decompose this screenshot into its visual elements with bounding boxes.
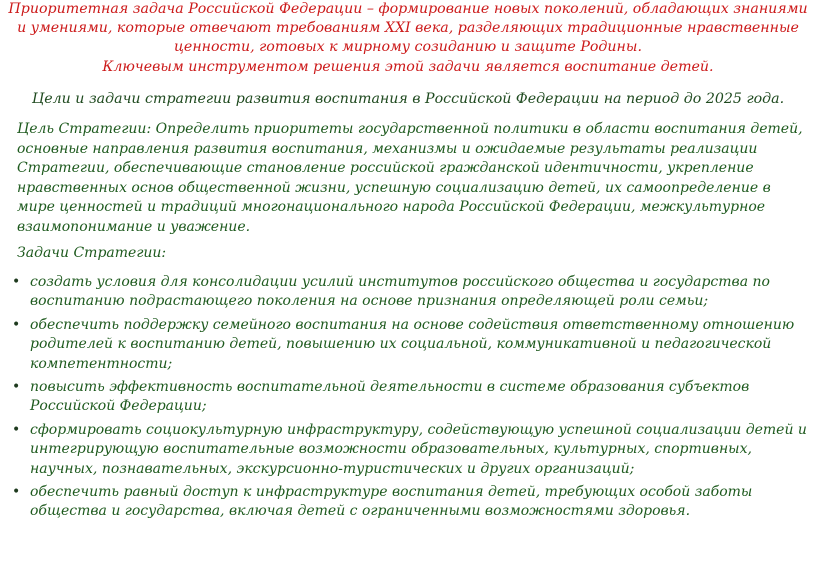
list-item [10,378,812,417]
bullet-icon: • [12,484,21,501]
bullet-icon: • [12,379,21,396]
task-text: сформировать социокультурную инфраструктуру, содействующую успешной социализации детей и интегрирующую воспитательные возможности образовательных, культурных, спортивных, научных, познавательных, экскурсионно-туристических и других организаций; [30,421,807,477]
list-item [10,316,812,374]
list-item [10,273,812,312]
header-priority-text: Приоритетная задача Российской Федерации – формирование новых поколений, обладающих знаниями и умениями, которые отвечают требованиям XXI века, разделяющих традиционные нравственные ценности, готовых к мирному созиданию и защите Родины. [8,1,808,56]
bullet-icon: • [12,274,21,290]
task-text: обеспечить поддержку семейного воспитания на основе содействия ответственному отношению родителей к воспитанию детей, повышению их социальной, коммуникативной и педагогической компетентности; [30,316,795,372]
list-item [10,421,812,479]
strategy-goal-paragraph: Цель Стратегии: Определить приоритеты государственной политики в области воспитания детей, основные направления развития воспитания, механизмы и ожидаемые результаты реализации Стратегии, обеспечивающие становление российской гражданской идентичности, укрепление нравственных основ общественной жизни, успешную социализацию детей, их самоопределение в мире ценностей и традиций многонационального народа Российской Федерации, межкультурное взаимопонимание и уважение. [17,121,803,235]
bullet-icon: • [12,316,21,333]
task-text: повысить эффективность воспитательной деятельности в системе образования субъектов Российской Федерации; [30,379,750,415]
bullet-icon: • [12,421,21,438]
header-key-tool-text: Ключевым инструментом решения этой задачи является воспитание детей. [102,58,714,75]
task-text: обеспечить равный доступ к инфраструктуре воспитания детей, требующих особой заботы общества и государства, включая детей с ограниченными возможностями здоровья. [30,484,753,520]
tasks-list [10,273,812,526]
header-block [4,0,812,77]
list-item [10,483,812,522]
tasks-heading: Задачи Стратегии: [17,245,167,261]
task-text: создать условия для консолидации усилий институтов российского общества и государства по воспитанию подрастающего поколения на основе признания определяющей роли семьи; [30,274,770,310]
strategy-subtitle: Цели и задачи стратегии развития воспитания в Российской Федерации на период до 2025 года. [31,91,785,107]
